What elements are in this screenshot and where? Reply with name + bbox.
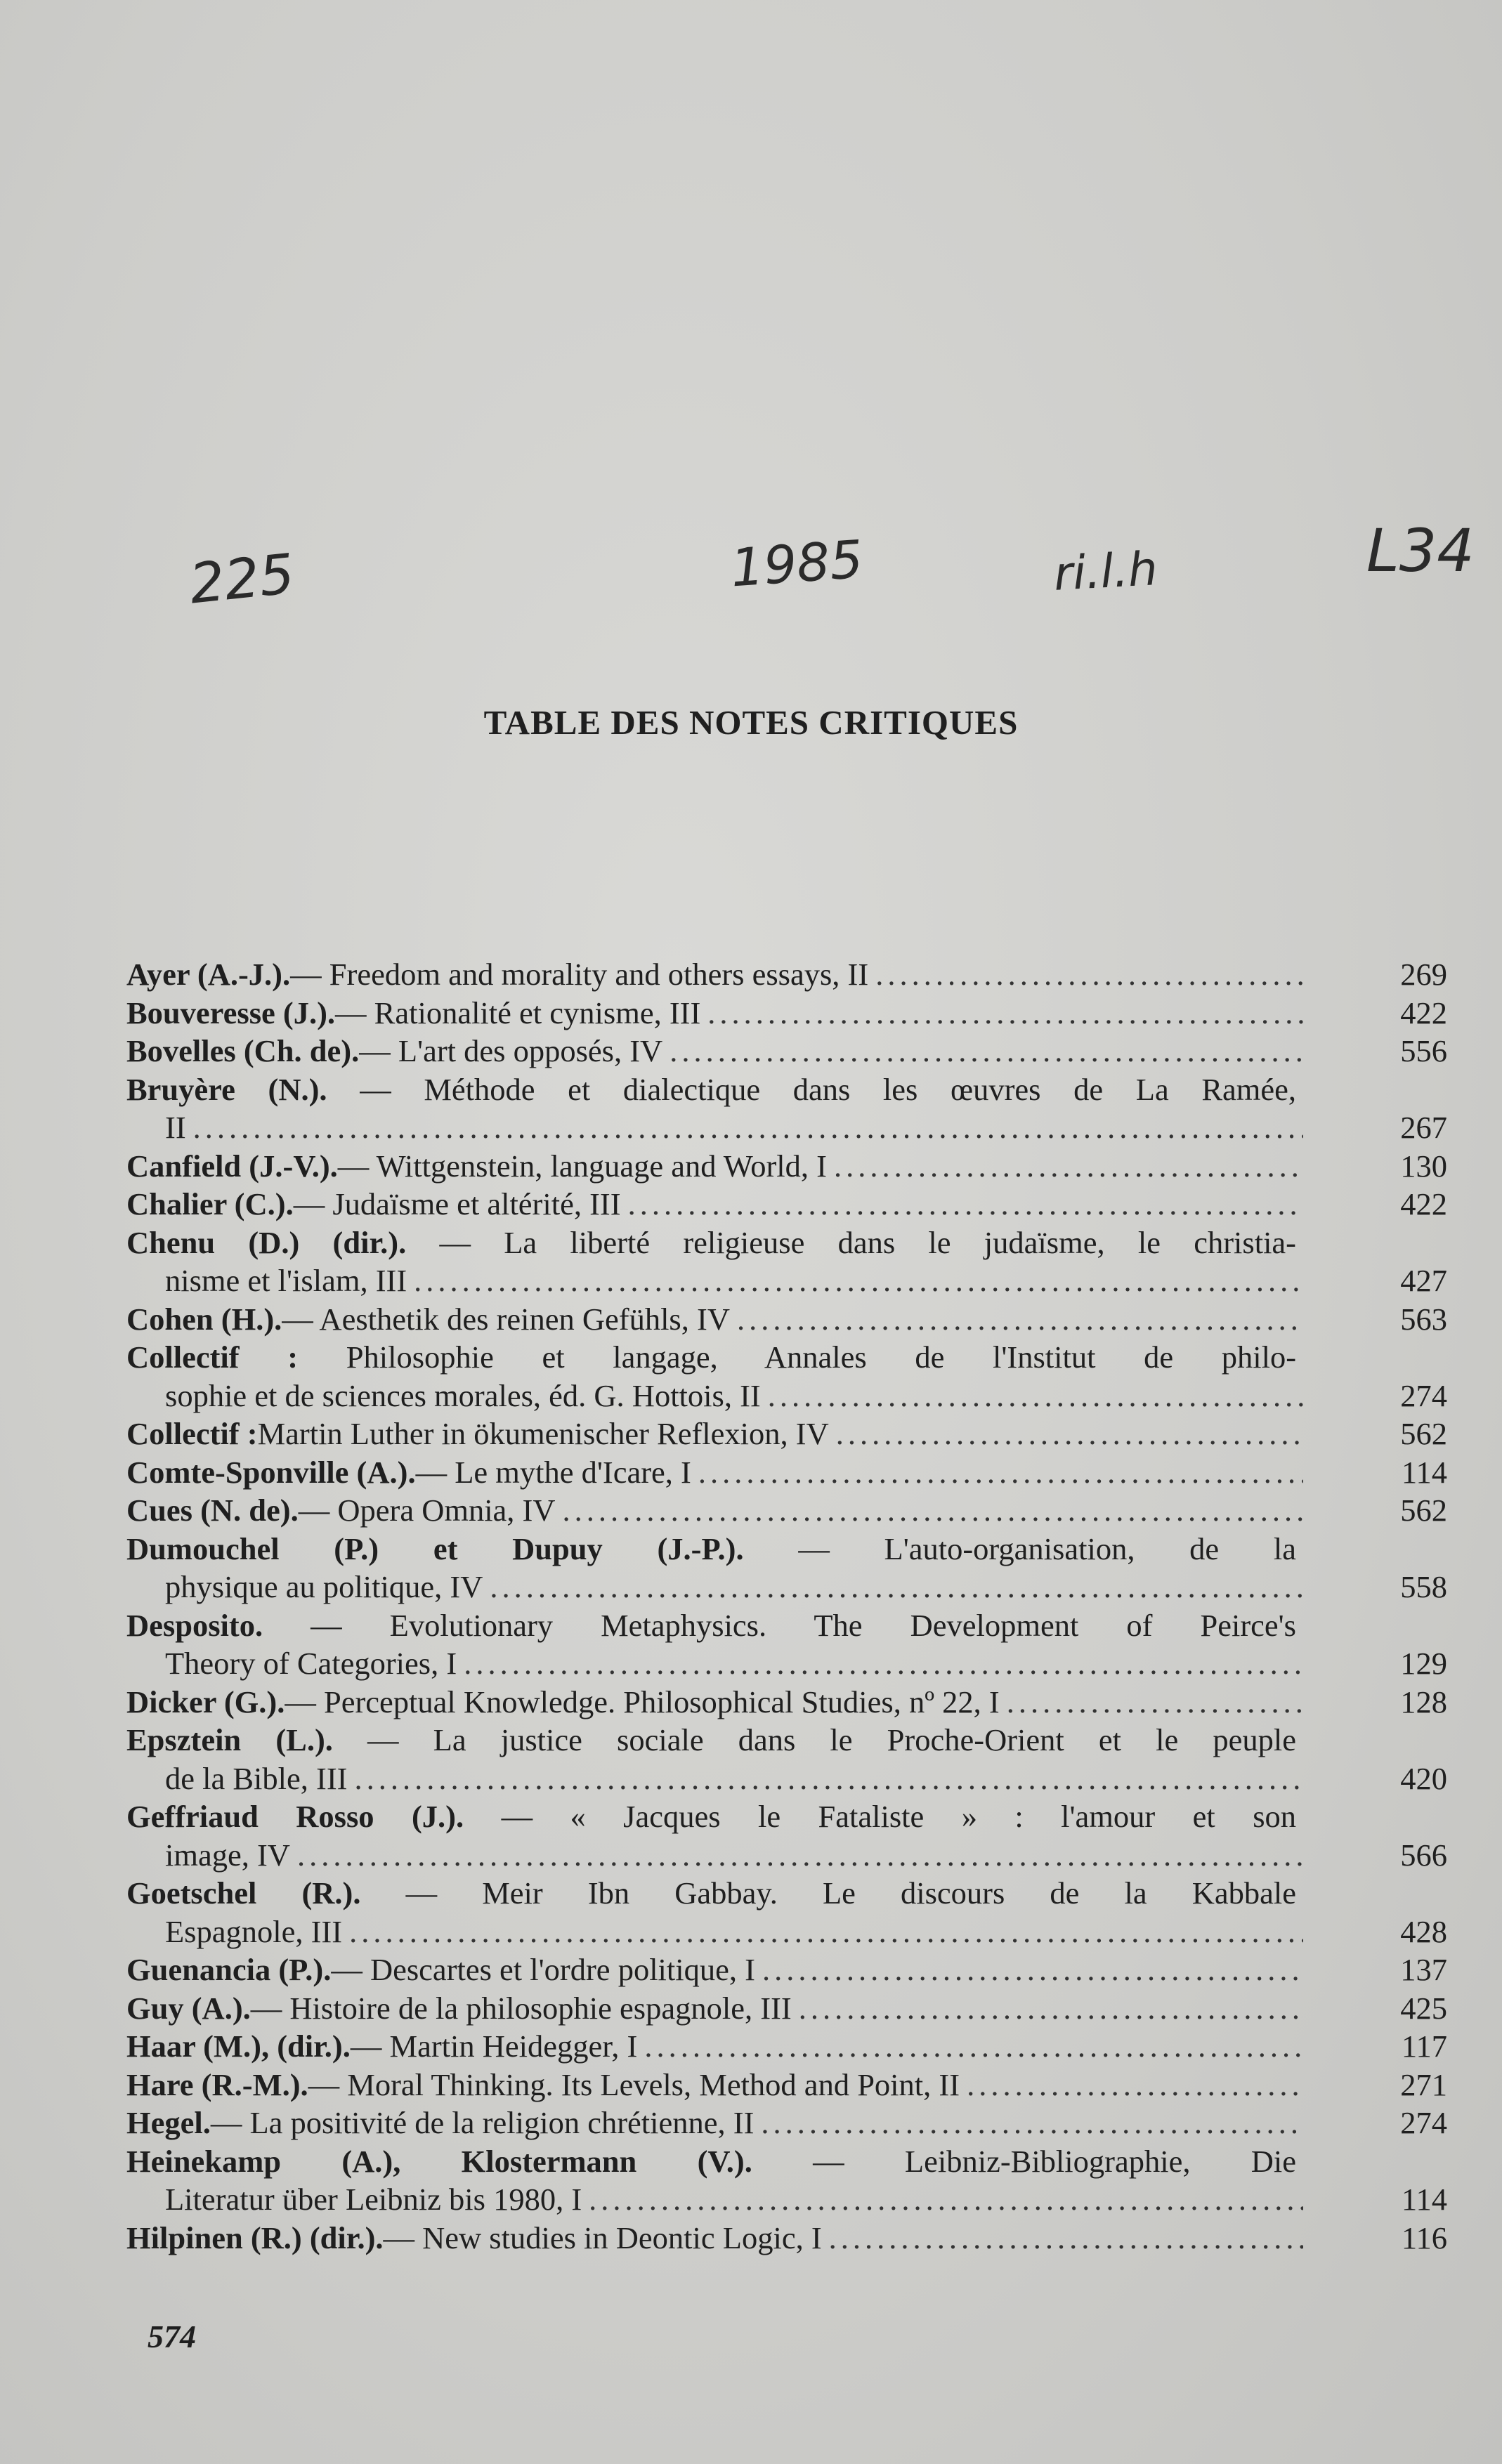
entry-title: — Aesthetik des reinen Gefühls, IV [282, 1301, 730, 1337]
entry-title: sophie et de sciences morales, éd. G. Hottois, II [165, 1377, 761, 1413]
entry-author: Cohen (H.). [126, 1301, 282, 1337]
entry-page-number: 128 [1400, 1684, 1447, 1719]
leader-dots [1007, 1683, 1303, 1722]
entry-page-number: 425 [1400, 1990, 1447, 2026]
entry-line [126, 1836, 1447, 1875]
entry-author: Guy (A.). [126, 1990, 251, 2026]
index-entry [126, 1147, 1447, 1186]
entry-line [126, 2104, 1447, 2142]
entry-page-number: 558 [1400, 1569, 1447, 1604]
entry-line [126, 1070, 1296, 1109]
entry-author: Hilpinen (R.) (dir.). [126, 2220, 384, 2255]
entry-page-number: 422 [1400, 1186, 1447, 1221]
leader-dots [761, 2104, 1303, 2142]
entry-page-number: 566 [1400, 1837, 1447, 1873]
entry-title: — La liberté religieuse dans le judaïsme, le christia- [439, 1224, 1296, 1260]
entry-line [126, 1338, 1296, 1377]
entry-page-number: 114 [1401, 2182, 1447, 2217]
entry-title: — New studies in Deontic Logic, I [383, 2220, 822, 2255]
index-entry [126, 2104, 1447, 2142]
entry-page-number: 129 [1400, 1646, 1447, 1681]
entry-title: — Descartes et l'ordre politique, I [331, 1952, 755, 1987]
index-entry [126, 1721, 1447, 1797]
index-entry [126, 2066, 1447, 2104]
entry-page-number: 428 [1400, 1913, 1447, 1949]
entry-author: Collectif : [126, 1416, 258, 1451]
index-entry [126, 1338, 1447, 1415]
entry-line [126, 2066, 1447, 2104]
entry-author: Guenancia (P.). [126, 1952, 332, 1987]
entry-title: — Judaïsme et altérité, III [293, 1186, 621, 1221]
index-entry [126, 1951, 1447, 1989]
leader-dots [297, 1836, 1303, 1875]
entry-author: Bruyère (N.). [126, 1071, 327, 1107]
entry-list [126, 955, 1447, 2257]
handwritten-note-3: ri.l.h [1052, 542, 1159, 601]
entry-author: Haar (M.), (dir.). [126, 2029, 351, 2064]
leader-dots [834, 1147, 1303, 1186]
index-entry [126, 2219, 1447, 2257]
index-entry [126, 1224, 1447, 1300]
leader-dots [414, 1262, 1303, 1300]
entry-title: — Opera Omnia, IV [298, 1493, 556, 1528]
entry-author: Hegel. [126, 2105, 211, 2140]
entry-title: — Wittgenstein, language and World, I [337, 1148, 827, 1184]
leader-dots [768, 1377, 1303, 1415]
index-entry [126, 1530, 1447, 1606]
index-entry [126, 1874, 1447, 1951]
leader-dots [354, 1759, 1303, 1798]
entry-title: — Perceptual Knowledge. Philosophical Studies, nº 22, I [285, 1684, 1000, 1719]
entry-title: Espagnole, III [165, 1913, 343, 1949]
entry-title: Theory of Categories, I [165, 1646, 457, 1681]
leader-dots [589, 2180, 1303, 2219]
entry-title: — Martin Heidegger, I [350, 2029, 638, 2064]
entry-author: Ayer (A.-J.). [126, 957, 291, 992]
entry-line [126, 1377, 1447, 1415]
entry-page-number: 420 [1400, 1760, 1447, 1796]
entry-title: — Le mythe d'Icare, I [415, 1454, 691, 1490]
entry-author: Desposito. [126, 1607, 263, 1643]
entry-line [126, 1262, 1447, 1300]
leader-dots [628, 1185, 1303, 1224]
entry-title: — Histoire de la philosophie espagnole, III [250, 1990, 792, 2026]
entry-page-number: 562 [1400, 1416, 1447, 1451]
entry-title: — Moral Thinking. Its Levels, Method and Point, II [308, 2066, 960, 2102]
leader-dots [967, 2066, 1303, 2104]
page-number: 574 [148, 2319, 196, 2354]
entry-page-number: 274 [1400, 1377, 1447, 1413]
handwritten-note-1: 225 [186, 542, 298, 617]
entry-title: physique au politique, IV [165, 1569, 483, 1604]
leader-dots [836, 1415, 1303, 1453]
entry-page-number: 269 [1400, 957, 1447, 992]
entry-title: — La justice sociale dans le Proche-Orient et le peuple [367, 1722, 1297, 1757]
entry-line [126, 1721, 1296, 1759]
entry-title: Martin Luther in ökumenischer Reflexion, IV [257, 1416, 829, 1451]
entry-title: II [165, 1110, 186, 1145]
entry-line [126, 994, 1447, 1033]
entry-title: — Meir Ibn Gabbay. Le discours de la Kabbale [405, 1875, 1297, 1911]
index-entry [126, 1032, 1447, 1070]
entry-line [126, 1185, 1447, 1224]
leader-dots [563, 1491, 1303, 1530]
entry-author: Chenu (D.) (dir.). [126, 1224, 407, 1260]
entry-line [126, 2180, 1447, 2219]
entry-page-number: 271 [1400, 2066, 1447, 2102]
entry-line [126, 2027, 1447, 2066]
entry-title: nisme et l'islam, III [165, 1263, 407, 1298]
entry-line [126, 1147, 1447, 1186]
entry-title: — Freedom and morality and others essays, II [290, 957, 869, 992]
index-entry [126, 1797, 1447, 1874]
entry-line [126, 1453, 1447, 1492]
entry-page-number: 130 [1400, 1148, 1447, 1184]
leader-dots [737, 1300, 1303, 1339]
entry-line [126, 1913, 1447, 1951]
entry-author: Bouveresse (J.). [126, 995, 336, 1030]
entry-author: Canfield (J.-V.). [126, 1148, 338, 1184]
entry-author: Cues (N. de). [126, 1493, 299, 1528]
entry-line [126, 2219, 1447, 2257]
leader-dots [707, 994, 1303, 1033]
entry-line [126, 1683, 1447, 1722]
entry-line [126, 2142, 1296, 2181]
entry-title: Literatur über Leibniz bis 1980, I [165, 2182, 582, 2217]
entry-line [126, 1108, 1447, 1147]
leader-dots [644, 2027, 1303, 2066]
entry-line [126, 1874, 1296, 1913]
entry-line [126, 1606, 1296, 1645]
entry-author: Collectif : [126, 1339, 299, 1375]
entry-line [126, 1300, 1447, 1339]
entry-line [126, 1415, 1447, 1453]
entry-page-number: 563 [1400, 1301, 1447, 1337]
entry-title: — Evolutionary Metaphysics. The Development of Peirce's [311, 1607, 1296, 1643]
index-entry [126, 1453, 1447, 1492]
entry-title: image, IV [165, 1837, 290, 1873]
handwritten-note-4: L34 [1366, 516, 1475, 585]
entry-title: de la Bible, III [165, 1760, 348, 1796]
entry-line [126, 1644, 1447, 1683]
entry-line [126, 1989, 1447, 2028]
entry-author: Bovelles (Ch. de). [126, 1033, 360, 1068]
entry-page-number: 274 [1400, 2105, 1447, 2140]
entry-page-number: 114 [1401, 1454, 1447, 1490]
leader-dots [799, 1989, 1303, 2028]
leader-dots [193, 1108, 1303, 1147]
leader-dots [875, 955, 1303, 994]
leader-dots [349, 1913, 1303, 1951]
index-entry [126, 1185, 1447, 1224]
entry-page-number: 422 [1400, 995, 1447, 1030]
index-entry [126, 1606, 1447, 1683]
index-entry [126, 2027, 1447, 2066]
entry-author: Dicker (G.). [126, 1684, 285, 1719]
entry-line [126, 1951, 1447, 1989]
entry-page-number: 117 [1401, 2029, 1447, 2064]
entry-author: Geffriaud Rosso (J.). [126, 1799, 464, 1834]
leader-dots [490, 1568, 1303, 1606]
entry-page-number: 137 [1400, 1952, 1447, 1987]
entry-line [126, 1491, 1447, 1530]
leader-dots [670, 1032, 1303, 1070]
entry-line [126, 1530, 1296, 1568]
index-entry [126, 1491, 1447, 1530]
entry-author: Chalier (C.). [126, 1186, 294, 1221]
entry-line [126, 1568, 1447, 1606]
entry-line [126, 1759, 1447, 1798]
index-entry [126, 1989, 1447, 2028]
entry-title: — La positivité de la religion chrétienne, II [210, 2105, 755, 2140]
index-entry [126, 1415, 1447, 1453]
index-entry [126, 1300, 1447, 1339]
index-entry [126, 1070, 1447, 1147]
entry-title: — Rationalité et cynisme, III [335, 995, 701, 1030]
entry-page-number: 267 [1400, 1110, 1447, 1145]
entry-author: Comte-Sponville (A.). [126, 1454, 416, 1490]
leader-dots [762, 1951, 1303, 1989]
entry-author: Epsztein (L.). [126, 1722, 333, 1757]
entry-author: Hare (R.-M.). [126, 2066, 308, 2102]
entry-page-number: 562 [1400, 1493, 1447, 1528]
entry-page-number: 427 [1400, 1263, 1447, 1298]
leader-dots [829, 2219, 1303, 2257]
entry-author: Heinekamp (A.), Klostermann (V.). [126, 2143, 752, 2179]
entry-line [126, 1224, 1296, 1262]
entry-line [126, 1797, 1296, 1836]
entry-title: Philosophie et langage, Annales de l'Institut de philo- [346, 1339, 1297, 1375]
leader-dots [698, 1453, 1303, 1492]
entry-title: — Méthode et dialectique dans les œuvres de La Ramée, [360, 1071, 1297, 1107]
entry-line [126, 1032, 1447, 1070]
index-entry [126, 2142, 1447, 2219]
handwritten-note-2: 1985 [729, 529, 866, 599]
entry-page-number: 116 [1401, 2220, 1447, 2255]
entry-page-number: 556 [1400, 1033, 1447, 1068]
entry-title: — L'art des opposés, IV [359, 1033, 663, 1068]
entry-author: Goetschel (R.). [126, 1875, 361, 1911]
entry-title: — « Jacques le Fataliste » : l'amour et son [501, 1799, 1297, 1834]
leader-dots [464, 1644, 1303, 1683]
entry-line [126, 955, 1447, 994]
index-entry [126, 1683, 1447, 1722]
entry-title: — Leibniz-Bibliographie, Die [813, 2143, 1296, 2179]
page-title: TABLE DES NOTES CRITIQUES [483, 703, 1019, 742]
index-entry [126, 955, 1447, 994]
index-entry [126, 994, 1447, 1033]
entry-title: — L'auto-organisation, de la [798, 1531, 1296, 1566]
entry-author: Dumouchel (P.) et Dupuy (J.-P.). [126, 1531, 744, 1566]
